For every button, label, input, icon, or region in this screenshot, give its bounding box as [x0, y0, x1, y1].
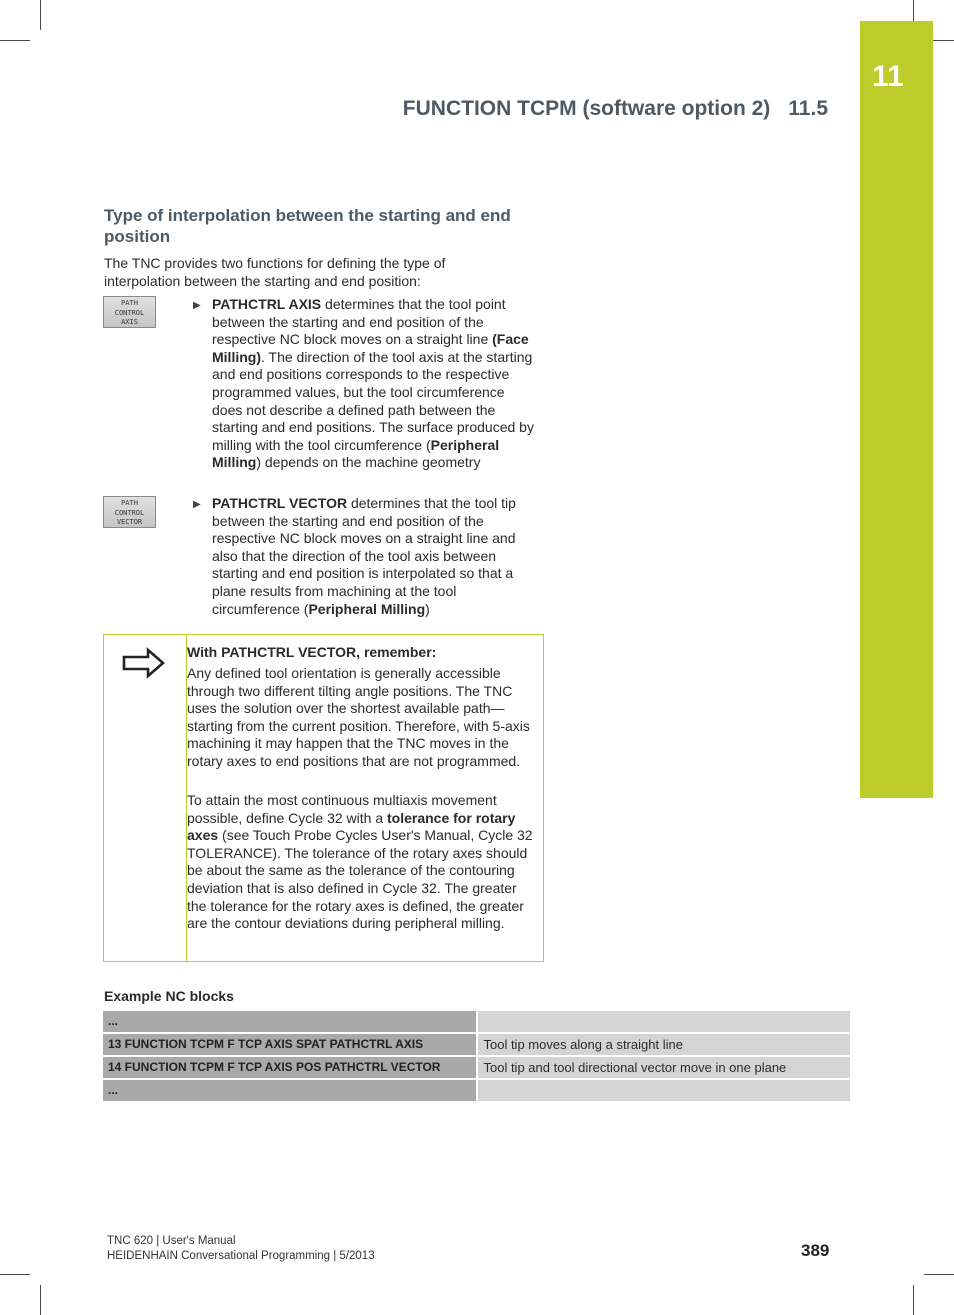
page-number: 389 [801, 1241, 830, 1260]
chapter-tab [860, 21, 933, 798]
nc-code-cell: ... [103, 1080, 476, 1101]
nc-desc-cell [478, 1011, 850, 1032]
note-paragraph-2 [187, 792, 539, 933]
softkey-line: CONTROL [114, 508, 145, 517]
running-header [403, 97, 828, 121]
nc-desc-cell: Tool tip moves along a straight line [478, 1034, 850, 1055]
footer-line-2: HEIDENHAIN Conversational Programming | 5/2013 [107, 1250, 375, 1262]
chapter-number: 11 [872, 60, 904, 93]
example-heading: Example NC blocks [104, 988, 234, 1004]
crop-mark [40, 0, 41, 30]
intro-paragraph: The TNC provides two functions for defining the type of interpolation between the starting and end position: [104, 255, 446, 289]
nc-code-cell: ... [103, 1011, 476, 1032]
nc-code-cell: 13 FUNCTION TCPM F TCP AXIS SPAT PATHCTRL AXIS [103, 1034, 476, 1055]
pathctrl-axis-description [212, 296, 534, 472]
softkey-line: VECTOR [116, 518, 143, 526]
triangle-bullet-icon: ▶ [193, 300, 201, 311]
softkey-line: CONTROL [114, 308, 145, 317]
text: determines that the tool tip between the starting and end position of the respective NC block moves on a straight line and also that the direction of the tool axis between starting and end position is interpolated so that a plane results from machining at the tool circumference ( [212, 495, 516, 617]
note-heading: With PATHCTRL VECTOR, remember: [187, 644, 437, 660]
softkey-path-control-vector [103, 496, 156, 528]
section-number: 11.5 [788, 97, 828, 120]
table-row [103, 1057, 850, 1078]
table-row [103, 1034, 850, 1055]
triangle-bullet-icon: ▶ [193, 499, 201, 510]
note-box [103, 634, 544, 962]
footer-line-1: TNC 620 | User's Manual [107, 1235, 236, 1247]
text: . The direction of the tool axis at the starting and end positions corresponds to the respective programmed values, but the tool circumference does not describe a defined path between the starting and end positions. The surface produced by milling with the tool circumference ( [212, 348, 534, 453]
emphasis: (Face Milling) [212, 331, 529, 365]
crop-mark [913, 1285, 914, 1315]
text: (see Touch Probe Cycles User's Manual, Cycle 32 TOLERANCE). The tolerance of the rotary axes should be about the same as the tolerance of the contouring deviation that is also defined in Cycle 32. The greater the tolerance for the rotary axes is defined, the greater are the contour deviations during peripheral milling. [187, 827, 533, 932]
table-row [103, 1011, 850, 1032]
softkey-line: PATH [121, 499, 138, 507]
nc-desc-cell: Tool tip and tool directional vector move in one plane [478, 1057, 850, 1078]
nc-blocks-table [103, 1011, 850, 1103]
text: ) depends on the machine geometry [256, 454, 481, 471]
text: To attain the most continuous multiaxis movement possible, define Cycle 32 with a [187, 792, 497, 826]
section-title: Type of interpolation between the starting and end position [104, 206, 511, 246]
emphasis: Peripheral Milling [308, 600, 426, 617]
pathctrl-vector-description [212, 495, 534, 618]
arrow-right-icon [122, 647, 166, 679]
crop-mark [40, 1285, 41, 1315]
softkey-path-control-axis [103, 296, 156, 328]
table-row [103, 1080, 850, 1101]
emphasis: tolerance for rotary axes [187, 809, 516, 844]
text: ) [425, 600, 430, 617]
text: determines that the tool point between the starting and end position of the respective NC block moves on a straight line [212, 296, 506, 348]
nc-desc-cell [478, 1080, 850, 1101]
emphasis: Peripheral Milling [212, 436, 500, 471]
crop-mark [0, 1274, 30, 1275]
keyword: PATHCTRL AXIS [212, 296, 322, 312]
crop-mark [924, 1274, 954, 1275]
nc-code-cell: 14 FUNCTION TCPM F TCP AXIS POS PATHCTRL VECTOR [103, 1057, 476, 1078]
keyword: PATHCTRL VECTOR [212, 495, 348, 511]
softkey-line: PATH [121, 299, 138, 307]
footer [107, 1234, 375, 1264]
note-paragraph-1: Any defined tool orientation is generally accessible through two different tilting angle positions. The TNC uses the solution over the shortest available path—starting from the current position. Therefore, with 5-axis machining it may happen that the TNC moves in the rotary axes to end positions that are not programmed. [187, 665, 530, 769]
crop-mark [0, 40, 30, 41]
softkey-line: AXIS [121, 318, 138, 326]
running-title: FUNCTION TCPM (software option 2) [402, 97, 771, 120]
